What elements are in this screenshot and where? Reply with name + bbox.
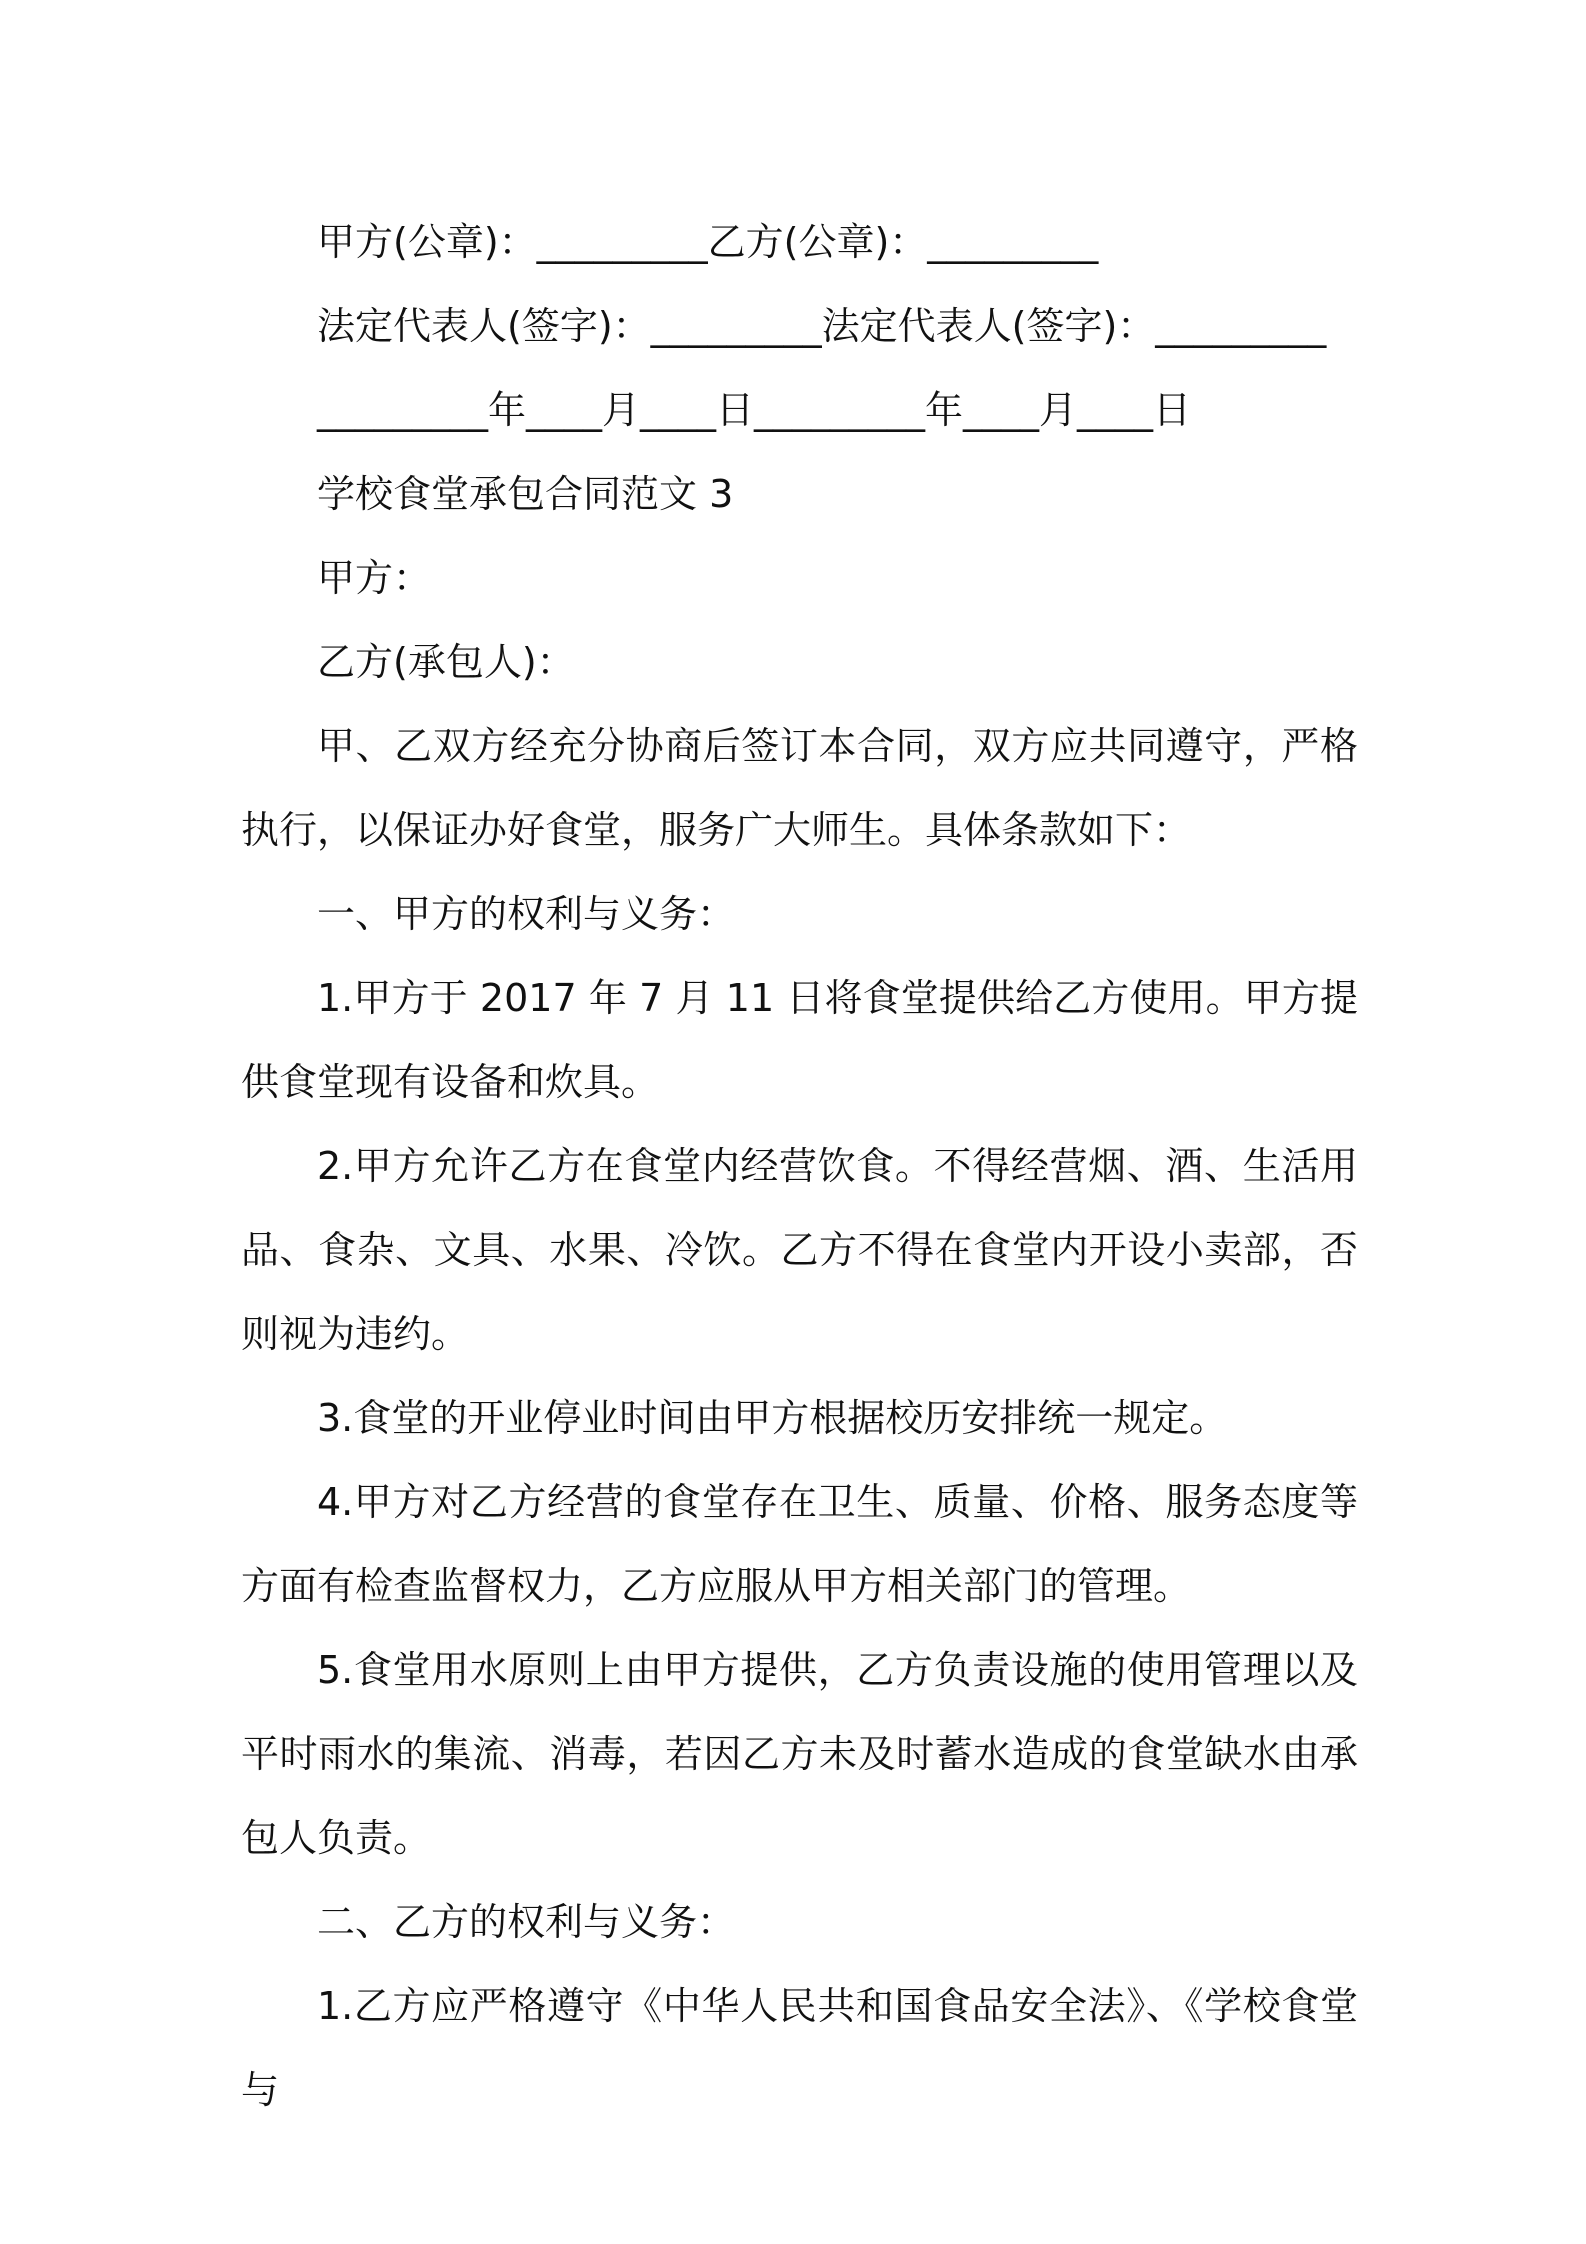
representative-signature-line: 法定代表人(签字)：_________法定代表人(签字)：_________ (317, 304, 1327, 348)
part2-item-1: 1.乙方应严格遵守《中华人民共和国食品安全法》、《学校食堂与 (241, 1984, 1358, 2112)
part1-item-5: 5.食堂用水原则上由甲方提供，乙方负责设施的使用管理以及平时雨水的集流、消毒，若因乙方未及时蓄水造成的食堂缺水由承包人负责。 (241, 1648, 1358, 1860)
part1-item-4: 4.甲方对乙方经营的食堂存在卫生、质量、价格、服务态度等方面有检查监督权力，乙方应服从甲方相关部门的管理。 (241, 1480, 1358, 1608)
date-line: _________年____月____日_________年____月____日 (317, 388, 1192, 432)
part1-heading: 一、甲方的权利与义务： (317, 892, 736, 936)
party-b-label: 乙方(承包人)： (317, 640, 575, 684)
document-body (241, 200, 1358, 2132)
seal-signature-line: 甲方(公章)：_________乙方(公章)：_________ (317, 220, 1099, 264)
part2-heading: 二、乙方的权利与义务： (317, 1900, 736, 1944)
part1-item-3: 3.食堂的开业停业时间由甲方根据校历安排统一规定。 (317, 1396, 1228, 1440)
intro-paragraph: 甲、乙双方经充分协商后签订本合同，双方应共同遵守，严格执行，以保证办好食堂，服务广大师生。具体条款如下： (241, 724, 1358, 852)
part1-item-1: 1.甲方于 2017 年 7 月 11 日将食堂提供给乙方使用。甲方提供食堂现有设备和炊具。 (241, 976, 1358, 1104)
party-a-label: 甲方： (317, 556, 432, 600)
section-title: 学校食堂承包合同范文 3 (317, 472, 734, 516)
part1-item-2: 2.甲方允许乙方在食堂内经营饮食。不得经营烟、酒、生活用品、食杂、文具、水果、冷饮。乙方不得在食堂内开设小卖部，否则视为违约。 (241, 1144, 1358, 1356)
